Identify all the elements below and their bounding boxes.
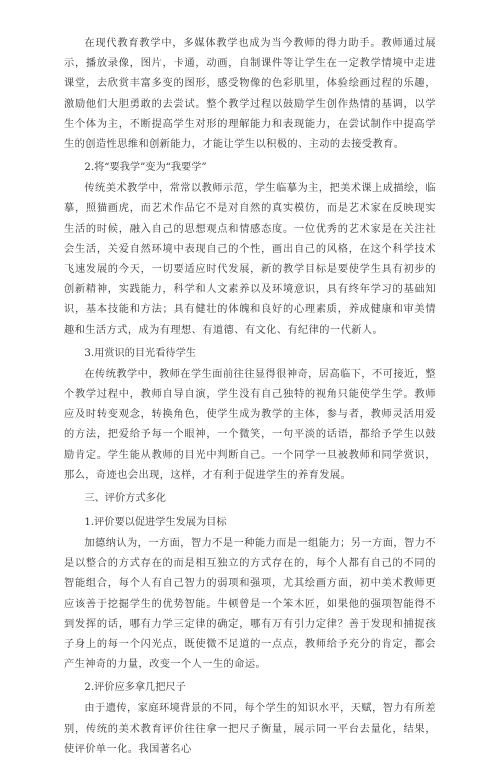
paragraph-gardner: 加德纳认为，一方面，智力不是一种能力而是一组能力；另一方面，智力不是以整合的方式存在的而是相互独立的方式存在的，每个人都有自己的不同的智能组合，每个人有自己智力的弱项和强项，尤其绘画方面，初中美术教师更应该善于挖掘学生的优势智能。牛顿曾是一个笨木匠，如果他的强项智能得不到发挥的话，哪有力学三定律的确定，哪有万有引力定律？善于发现和捕捉孩子身上的每一个闪光点，既使微不足道的一点点，教师给予充分的肯定，都会产生神奇的力量，改变一个人一生的命运。	[64, 538, 436, 671]
section-heading-eval-1: 1.评价要以促进学生发展为目标	[84, 517, 227, 529]
section-heading-3: 3.用赏识的目光看待学生	[84, 347, 196, 359]
section-heading-eval-2: 2.评价应多拿几把尺子	[84, 682, 186, 694]
section-heading-2: 2.将“要我学”变为“我要学”	[84, 162, 207, 174]
chapter-heading-evaluation: 三、评价方式多化	[84, 493, 166, 505]
paragraph-multimedia: 在现代教育教学中，多媒体教学也成为当今教师的得力助手。教师通过展示，播放录像，图片，卡通，动画，自制课件等让学生在一定教学情境中走进课堂，去欣赏丰富多变的图形，感受物像的色彩肌里，体验绘画过程的乐趣，激励他们大胆勇敢的去尝试。整个教学过程以鼓励学生创作热情的基调，以学生个体为主，不断提高学生对形的理解能力和表现能力，在尝试制作中提高学生的创造性思维和创新能力，才能让学生以积极的、主动的去接受教育。	[64, 38, 436, 151]
paragraph-appreciation: 在传统教学中，教师在学生面前往往显得很神奇，居高临下，不可接近，整个教学过程中，教师自导自演，学生没有自己独特的视角只能使学生学。教师应及时转变观念，转换角色，使学生成为教学的主体，参与者，教师灵活用爱的方法，把爱给予每一个眼神，一个微笑，一句平淡的话语，都给予学生以鼓励肯定。学生能从教师的目光中判断自己。一个同学一旦被教师和同学赏识，那么，奇迹也会出现，这样，才有利于促进学生的养育发展。	[64, 368, 436, 481]
paragraph-traditional-teaching: 传统美术教学中，常常以教师示范，学生临摹为主，把美术课上成描绘，临摹，照猫画虎，而艺术作品它不是对自然的真实模仿，而是艺术家在反映现实生活的时候，融入自己的思想观点和情感态度。一位优秀的艺术家是在关注社会生活，关爱自然环境中表现自己的个性，画出自己的风格，在这个科学技术飞速发展的今天，一切要适应时代发展，新的教学目标是要使学生具有初步的创新精神，实践能力，科学和人文素养以及环境意识，具有终年学习的基础知识，基本技能和方法；具有健壮的体魄和良好的心理素质，养成健康和审美情趣和生活方式，成为有理想、有道德、有文化、有纪律的一代新人。	[64, 183, 436, 336]
paragraph-multiple-rulers: 由于遗传，家庭环境背景的不同，每个学生的知识水平，天赋，智力有所差别，传统的美术教育评价往往拿一把尺子衡量，展示同一平台去量化，结果，使评价单一化。我国著名心	[64, 703, 436, 755]
